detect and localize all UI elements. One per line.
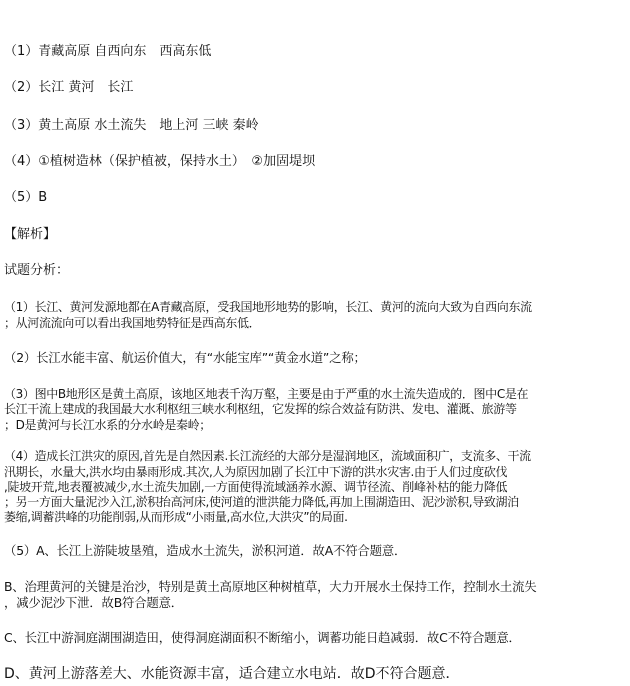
answer-2: （2）长江 黄河 长江 [4, 80, 134, 95]
answer-5: （5）B [4, 190, 48, 205]
explanation-5-option-b-line-1: B、治理黄河的关键是治沙，特别是黄土高原地区种树植草，大力开展水土保持工作，控制水土流失 [4, 579, 537, 594]
explanation-5-option-d: D、黄河上游落差大、水能资源丰富，适合建立水电站．故D不符合题意． [4, 666, 460, 682]
answer-3: （3）黄土高原 水土流失 地上河 三峡 秦岭 [4, 118, 259, 133]
explanation-3-line-3: ；D是黄河与长江水系的分水岭是秦岭； [4, 418, 211, 432]
explanation-4-line-1: （4）造成长江洪灾的原因,首先是自然因素.长江流经的大部分是湿润地区，流域面积广，支流多、干流 [4, 449, 531, 463]
analysis-heading: 【解析】 [4, 227, 57, 242]
explanation-3-line-1: （3）图中B地形区是黄土高原，该地区地表千沟万壑，主要是由于严重的水土流失造成的．图中C是在 [4, 387, 529, 401]
explanation-4-line-2: 汛期长，水量大,洪水均由暴雨形成.其次,人为原因加剧了长江中下游的洪水灾害.由于人们过度砍伐 [4, 465, 508, 479]
explanation-1-line-2: ；从河流流向可以看出我国地势特征是西高东低． [4, 316, 261, 330]
explanation-5-option-c: C、长江中游洞庭湖围湖造田，使得洞庭湖面积不断缩小，调蓄功能日趋减弱．故C不符合题意． [4, 630, 521, 645]
explanation-1-line-1: （1）长江、黄河发源地都在A青藏高原，受我国地形地势的影响，长江、黄河的流向大致为自西向东流 [4, 300, 532, 314]
explanation-5-option-b-line-2: ，减少泥沙下泄．故B符合题意． [4, 595, 183, 610]
answer-4: （4）①植树造林（保护植被，保持水土） ②加固堤坝 [4, 154, 316, 169]
answer-1: （1）青藏高原 自西向东 西高东低 [4, 44, 212, 59]
explanation-4-line-3: ,陡坡开荒,地表覆被减少,水土流失加剧,一方面使得流域涵养水源、调节径流、削峰补枯的能力降低 [4, 480, 508, 494]
explanation-4-line-4: ；另一方面大量泥沙入江,淤积抬高河床,使河道的泄洪能力降低,再加上围湖造田、泥沙淤积,导致湖泊 [4, 495, 519, 509]
explanation-5-option-a: （5）A、长江上游陡坡垦殖，造成水土流失，淤积河道．故A不符合题意． [4, 543, 407, 558]
explanation-4-line-5: 萎缩,调蓄洪峰的功能削弱,从而形成“小雨量,高水位,大洪灾”的局面. [4, 510, 348, 524]
explanation-2: （2）长江水能丰富、航运价值大，有“水能宝库”“黄金水道”之称； [4, 350, 366, 365]
explanation-3-line-2: 长江干流上建成的我国最大水利枢纽三峡水利枢纽，它发挥的综合效益有防洪、发电、灌溉、旅游等 [4, 402, 517, 416]
analysis-subheading: 试题分析： [4, 263, 70, 278]
